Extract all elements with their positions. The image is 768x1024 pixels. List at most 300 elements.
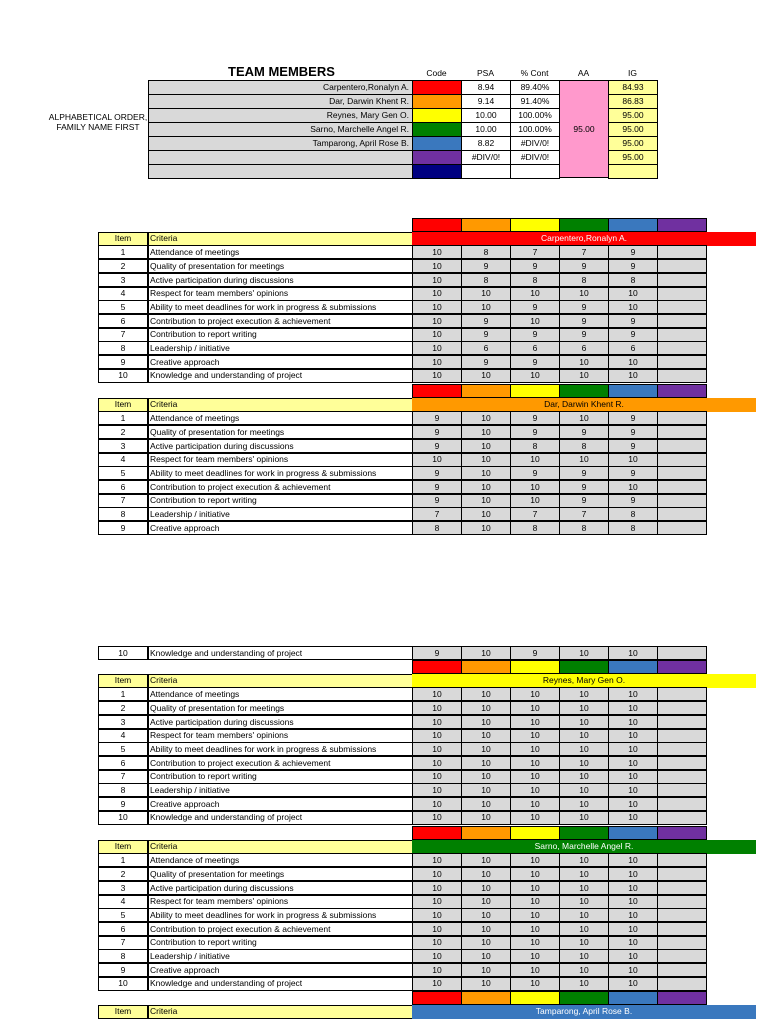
member-ig-cell[interactable]	[608, 164, 658, 179]
score-cell[interactable]	[657, 977, 707, 991]
score-cell[interactable]: 8	[608, 521, 658, 535]
score-cell[interactable]: 10	[461, 507, 511, 521]
score-cell[interactable]: 10	[510, 480, 560, 494]
score-cell[interactable]: 10	[559, 687, 609, 701]
color-key-swatch	[510, 384, 560, 398]
score-cell[interactable]	[657, 895, 707, 909]
score-cell[interactable]: 9	[559, 328, 609, 342]
score-cell[interactable]: 10	[461, 770, 511, 784]
score-cell[interactable]: 10	[461, 949, 511, 963]
member-psa-cell[interactable]: 8.94	[461, 80, 511, 95]
score-cell[interactable]: 9	[412, 494, 462, 508]
score-cell[interactable]: 9	[461, 259, 511, 273]
score-cell[interactable]	[657, 355, 707, 369]
score-cell[interactable]: 10	[510, 369, 560, 383]
score-cell[interactable]: 10	[510, 881, 560, 895]
score-cell[interactable]: 10	[510, 287, 560, 301]
score-cell[interactable]: 8	[559, 439, 609, 453]
member-ig-cell[interactable]: 84.93	[608, 80, 658, 95]
score-cell[interactable]: 8	[608, 507, 658, 521]
score-cell[interactable]: 10	[461, 425, 511, 439]
score-cell[interactable]: 10	[559, 770, 609, 784]
member-cont-cell[interactable]: 100.00%	[510, 122, 560, 137]
score-cell[interactable]: 10	[510, 742, 560, 756]
score-cell[interactable]: 10	[608, 811, 658, 825]
member-name-cell[interactable]: Dar, Darwin Khent R.	[148, 94, 413, 109]
score-cell[interactable]: 10	[559, 908, 609, 922]
criteria-label: Creative approach	[148, 521, 413, 535]
score-cell[interactable]: 10	[559, 783, 609, 797]
member-code-swatch	[412, 164, 462, 179]
score-cell[interactable]: 9	[510, 425, 560, 439]
score-cell[interactable]	[657, 701, 707, 715]
score-cell[interactable]: 10	[608, 908, 658, 922]
score-cell[interactable]: 10	[461, 715, 511, 729]
score-cell[interactable]: 10	[608, 646, 658, 660]
score-cell[interactable]: 10	[559, 756, 609, 770]
score-cell[interactable]: 8	[559, 521, 609, 535]
score-cell[interactable]: 10	[510, 853, 560, 867]
member-psa-cell[interactable]: 10.00	[461, 122, 511, 137]
score-cell[interactable]: 9	[461, 314, 511, 328]
criteria-label: Ability to meet deadlines for work in progress & submissions	[148, 466, 413, 480]
score-cell[interactable]: 10	[510, 715, 560, 729]
score-cell[interactable]: 10	[608, 480, 658, 494]
score-cell[interactable]: 9	[559, 425, 609, 439]
score-cell[interactable]: 6	[608, 341, 658, 355]
score-cell[interactable]: 9	[608, 425, 658, 439]
score-cell[interactable]: 10	[559, 881, 609, 895]
item-number: 2	[98, 425, 148, 439]
score-cell[interactable]: 10	[461, 646, 511, 660]
score-cell[interactable]: 10	[412, 963, 462, 977]
score-cell[interactable]	[657, 411, 707, 425]
score-cell[interactable]: 10	[412, 273, 462, 287]
score-cell[interactable]: 9	[412, 480, 462, 494]
score-cell[interactable]: 10	[412, 783, 462, 797]
score-cell[interactable]: 10	[608, 729, 658, 743]
score-cell[interactable]: 9	[608, 466, 658, 480]
score-cell[interactable]: 10	[559, 453, 609, 467]
member-psa-cell[interactable]: #DIV/0!	[461, 150, 511, 165]
score-cell[interactable]	[657, 480, 707, 494]
score-cell[interactable]	[657, 521, 707, 535]
score-cell[interactable]: 10	[461, 300, 511, 314]
score-cell[interactable]	[657, 922, 707, 936]
color-key-swatch	[657, 384, 707, 398]
score-cell[interactable]: 10	[412, 369, 462, 383]
score-cell[interactable]: 10	[412, 797, 462, 811]
score-cell[interactable]: 7	[559, 507, 609, 521]
score-cell[interactable]: 10	[461, 797, 511, 811]
score-cell[interactable]: 10	[510, 963, 560, 977]
score-cell[interactable]	[657, 936, 707, 950]
score-cell[interactable]	[657, 341, 707, 355]
member-name-cell[interactable]: Sarno, Marchelle Angel R.	[148, 122, 413, 137]
score-cell[interactable]: 10	[461, 453, 511, 467]
score-cell[interactable]: 10	[559, 867, 609, 881]
cont-column-header: % Cont	[520, 68, 549, 78]
score-cell[interactable]: 10	[608, 881, 658, 895]
score-cell[interactable]: 9	[510, 259, 560, 273]
score-cell[interactable]: 10	[510, 494, 560, 508]
score-cell[interactable]: 10	[461, 895, 511, 909]
score-cell[interactable]	[657, 908, 707, 922]
score-cell[interactable]: 10	[461, 729, 511, 743]
score-cell[interactable]: 10	[608, 853, 658, 867]
score-cell[interactable]: 10	[608, 742, 658, 756]
score-cell[interactable]	[657, 259, 707, 273]
score-cell[interactable]: 10	[559, 701, 609, 715]
score-cell[interactable]: 9	[559, 314, 609, 328]
score-cell[interactable]: 10	[559, 411, 609, 425]
score-cell[interactable]	[657, 797, 707, 811]
score-cell[interactable]: 10	[559, 963, 609, 977]
score-cell[interactable]: 10	[412, 245, 462, 259]
score-cell[interactable]: 10	[510, 922, 560, 936]
score-cell[interactable]: 10	[510, 756, 560, 770]
score-cell[interactable]: 10	[412, 922, 462, 936]
item-header: Item	[98, 674, 148, 688]
score-cell[interactable]	[657, 867, 707, 881]
score-cell[interactable]: 10	[510, 908, 560, 922]
score-cell[interactable]	[657, 425, 707, 439]
score-cell[interactable]	[657, 646, 707, 660]
score-cell[interactable]: 10	[559, 936, 609, 950]
member-psa-cell[interactable]	[461, 164, 511, 179]
score-cell[interactable]: 9	[559, 480, 609, 494]
score-cell[interactable]	[657, 715, 707, 729]
score-cell[interactable]	[657, 466, 707, 480]
score-cell[interactable]	[657, 770, 707, 784]
score-cell[interactable]: 10	[412, 300, 462, 314]
score-cell[interactable]: 10	[461, 811, 511, 825]
score-cell[interactable]	[657, 507, 707, 521]
score-cell[interactable]: 10	[510, 867, 560, 881]
score-cell[interactable]: 10	[510, 949, 560, 963]
member-name-cell[interactable]	[148, 150, 413, 165]
score-cell[interactable]: 10	[608, 355, 658, 369]
score-cell[interactable]: 10	[510, 770, 560, 784]
score-cell[interactable]: 10	[559, 922, 609, 936]
score-cell[interactable]: 7	[412, 507, 462, 521]
score-cell[interactable]: 8	[608, 273, 658, 287]
score-cell[interactable]: 10	[559, 853, 609, 867]
score-cell[interactable]: 10	[608, 867, 658, 881]
color-key-swatch	[608, 826, 658, 840]
score-cell[interactable]: 9	[608, 245, 658, 259]
score-cell[interactable]: 9	[608, 259, 658, 273]
score-cell[interactable]: 10	[412, 742, 462, 756]
member-name-cell[interactable]: Carpentero,Ronalyn A.	[148, 80, 413, 95]
score-cell[interactable]: 10	[461, 439, 511, 453]
score-cell[interactable]: 10	[461, 466, 511, 480]
item-number: 5	[98, 466, 148, 480]
item-number: 5	[98, 300, 148, 314]
score-cell[interactable]: 10	[510, 314, 560, 328]
criteria-label: Active participation during discussions	[148, 715, 413, 729]
score-cell[interactable]: 10	[608, 687, 658, 701]
score-cell[interactable]: 10	[608, 977, 658, 991]
score-cell[interactable]: 10	[461, 480, 511, 494]
score-cell[interactable]: 10	[412, 259, 462, 273]
score-cell[interactable]: 9	[461, 355, 511, 369]
score-cell[interactable]: 6	[461, 341, 511, 355]
score-cell[interactable]	[657, 756, 707, 770]
score-cell[interactable]: 10	[461, 701, 511, 715]
member-code-swatch	[412, 122, 462, 137]
score-cell[interactable]	[657, 729, 707, 743]
score-cell[interactable]: 10	[608, 701, 658, 715]
score-cell[interactable]: 10	[461, 881, 511, 895]
score-cell[interactable]: 9	[412, 466, 462, 480]
score-cell[interactable]: 7	[510, 245, 560, 259]
score-cell[interactable]: 10	[559, 715, 609, 729]
score-cell[interactable]: 10	[461, 908, 511, 922]
score-cell[interactable]: 9	[608, 328, 658, 342]
score-cell[interactable]: 10	[412, 936, 462, 950]
score-cell[interactable]	[657, 853, 707, 867]
score-cell[interactable]: 10	[510, 936, 560, 950]
member-ig-cell[interactable]: 86.83	[608, 94, 658, 109]
score-cell[interactable]: 10	[412, 811, 462, 825]
score-cell[interactable]: 8	[559, 273, 609, 287]
score-cell[interactable]: 10	[412, 756, 462, 770]
criteria-label: Quality of presentation for meetings	[148, 425, 413, 439]
member-evaluated-banner: Reynes, Mary Gen O.	[412, 674, 756, 688]
score-cell[interactable]: 9	[510, 411, 560, 425]
criteria-label: Leadership / initiative	[148, 341, 413, 355]
color-key-swatch	[608, 384, 658, 398]
score-cell[interactable]	[657, 811, 707, 825]
score-cell[interactable]: 10	[412, 895, 462, 909]
score-cell[interactable]: 10	[608, 715, 658, 729]
score-cell[interactable]: 10	[559, 811, 609, 825]
score-cell[interactable]: 10	[461, 742, 511, 756]
score-cell[interactable]: 10	[412, 355, 462, 369]
score-cell[interactable]: 10	[461, 922, 511, 936]
score-cell[interactable]: 10	[412, 701, 462, 715]
score-cell[interactable]	[657, 494, 707, 508]
score-cell[interactable]: 10	[510, 895, 560, 909]
score-cell[interactable]: 7	[510, 507, 560, 521]
score-cell[interactable]: 10	[412, 341, 462, 355]
score-cell[interactable]: 9	[510, 646, 560, 660]
score-cell[interactable]: 10	[412, 287, 462, 301]
score-cell[interactable]: 9	[510, 300, 560, 314]
score-cell[interactable]: 9	[412, 425, 462, 439]
score-cell[interactable]: 10	[412, 715, 462, 729]
score-cell[interactable]: 10	[608, 756, 658, 770]
score-cell[interactable]: 10	[559, 977, 609, 991]
score-cell[interactable]: 10	[461, 411, 511, 425]
score-cell[interactable]: 10	[510, 687, 560, 701]
member-name-cell[interactable]: Tamparong, April Rose B.	[148, 136, 413, 151]
score-cell[interactable]: 10	[608, 783, 658, 797]
score-cell[interactable]: 8	[412, 521, 462, 535]
score-cell[interactable]: 9	[559, 494, 609, 508]
score-cell[interactable]	[657, 742, 707, 756]
score-cell[interactable]: 9	[412, 411, 462, 425]
score-cell[interactable]	[657, 453, 707, 467]
score-cell[interactable]	[657, 949, 707, 963]
color-key-swatch	[412, 660, 462, 674]
score-cell[interactable]: 10	[510, 797, 560, 811]
score-cell[interactable]: 10	[461, 521, 511, 535]
score-cell[interactable]	[657, 273, 707, 287]
member-name-cell[interactable]	[148, 164, 413, 179]
score-cell[interactable]	[657, 300, 707, 314]
member-name-cell[interactable]: Reynes, Mary Gen O.	[148, 108, 413, 123]
member-cont-cell[interactable]: 91.40%	[510, 94, 560, 109]
score-cell[interactable]: 6	[510, 341, 560, 355]
score-cell[interactable]: 10	[412, 908, 462, 922]
score-cell[interactable]: 10	[608, 949, 658, 963]
score-cell[interactable]	[657, 687, 707, 701]
color-key-swatch	[510, 826, 560, 840]
score-cell[interactable]: 9	[608, 411, 658, 425]
score-cell[interactable]: 7	[559, 245, 609, 259]
score-cell[interactable]	[657, 287, 707, 301]
member-cont-cell[interactable]: #DIV/0!	[510, 136, 560, 151]
score-cell[interactable]: 10	[461, 369, 511, 383]
score-cell[interactable]: 10	[412, 977, 462, 991]
score-cell[interactable]: 10	[412, 729, 462, 743]
score-cell[interactable]: 10	[608, 963, 658, 977]
score-cell[interactable]: 10	[461, 287, 511, 301]
score-cell[interactable]	[657, 783, 707, 797]
score-cell[interactable]: 10	[608, 300, 658, 314]
score-cell[interactable]	[657, 439, 707, 453]
criteria-label: Contribution to report writing	[148, 328, 413, 342]
score-cell[interactable]: 10	[461, 783, 511, 797]
score-cell[interactable]	[657, 369, 707, 383]
score-cell[interactable]: 10	[559, 895, 609, 909]
score-cell[interactable]: 8	[461, 273, 511, 287]
member-ig-cell[interactable]: 95.00	[608, 108, 658, 123]
color-key-swatch	[559, 384, 609, 398]
score-cell[interactable]: 10	[608, 369, 658, 383]
score-cell[interactable]: 9	[510, 466, 560, 480]
score-cell[interactable]: 10	[461, 963, 511, 977]
code-column-header: Code	[426, 68, 447, 78]
score-cell[interactable]: 10	[461, 853, 511, 867]
score-cell[interactable]: 10	[510, 811, 560, 825]
score-cell[interactable]: 10	[412, 314, 462, 328]
score-cell[interactable]: 9	[608, 494, 658, 508]
member-cont-cell[interactable]: 100.00%	[510, 108, 560, 123]
score-cell[interactable]: 9	[412, 646, 462, 660]
item-number: 9	[98, 521, 148, 535]
member-cont-cell[interactable]	[510, 164, 560, 179]
score-cell[interactable]: 10	[461, 494, 511, 508]
score-cell[interactable]: 10	[412, 687, 462, 701]
score-cell[interactable]: 10	[510, 729, 560, 743]
score-cell[interactable]	[657, 963, 707, 977]
score-cell[interactable]: 10	[461, 756, 511, 770]
score-cell[interactable]: 10	[608, 453, 658, 467]
score-cell[interactable]: 10	[461, 936, 511, 950]
score-cell[interactable]: 8	[510, 439, 560, 453]
member-ig-cell[interactable]: 95.00	[608, 150, 658, 165]
score-cell[interactable]: 10	[412, 867, 462, 881]
member-psa-cell[interactable]: 10.00	[461, 108, 511, 123]
score-cell[interactable]: 10	[412, 853, 462, 867]
score-cell[interactable]: 10	[461, 687, 511, 701]
member-ig-cell[interactable]: 95.00	[608, 136, 658, 151]
score-cell[interactable]: 10	[461, 867, 511, 881]
criteria-label: Respect for team members' opinions	[148, 729, 413, 743]
score-cell[interactable]: 8	[510, 521, 560, 535]
score-cell[interactable]	[657, 245, 707, 259]
score-cell[interactable]: 10	[608, 922, 658, 936]
score-cell[interactable]: 9	[461, 328, 511, 342]
score-cell[interactable]: 10	[559, 355, 609, 369]
score-cell[interactable]	[657, 328, 707, 342]
score-cell[interactable]: 10	[510, 701, 560, 715]
score-cell[interactable]: 9	[510, 355, 560, 369]
score-cell[interactable]: 10	[559, 797, 609, 811]
score-cell[interactable]: 9	[412, 439, 462, 453]
score-cell[interactable]: 9	[559, 300, 609, 314]
score-cell[interactable]: 10	[510, 977, 560, 991]
score-cell[interactable]: 10	[559, 729, 609, 743]
score-cell[interactable]: 10	[559, 646, 609, 660]
score-cell[interactable]: 10	[412, 949, 462, 963]
score-cell[interactable]: 10	[412, 328, 462, 342]
item-number: 9	[98, 963, 148, 977]
score-cell[interactable]: 10	[412, 770, 462, 784]
color-key-swatch	[559, 826, 609, 840]
member-psa-cell[interactable]: 9.14	[461, 94, 511, 109]
score-cell[interactable]: 9	[608, 314, 658, 328]
item-number: 3	[98, 439, 148, 453]
score-cell[interactable]: 10	[559, 742, 609, 756]
score-cell[interactable]: 10	[461, 977, 511, 991]
score-cell[interactable]: 9	[608, 439, 658, 453]
score-cell[interactable]: 6	[559, 341, 609, 355]
score-cell[interactable]: 9	[510, 328, 560, 342]
member-code-swatch	[412, 150, 462, 165]
score-cell[interactable]: 10	[559, 949, 609, 963]
member-ig-cell[interactable]: 95.00	[608, 122, 658, 137]
member-cont-cell[interactable]: 89.40%	[510, 80, 560, 95]
aa-score-cell[interactable]: 95.00	[559, 80, 609, 178]
score-cell[interactable]: 9	[559, 466, 609, 480]
color-key-swatch	[608, 218, 658, 232]
score-cell[interactable]: 10	[608, 287, 658, 301]
score-cell[interactable]: 10	[559, 287, 609, 301]
score-cell[interactable]: 8	[510, 273, 560, 287]
score-cell[interactable]: 8	[461, 245, 511, 259]
score-cell[interactable]: 10	[608, 895, 658, 909]
color-key-swatch	[412, 826, 462, 840]
score-cell[interactable]: 9	[559, 259, 609, 273]
score-cell[interactable]: 10	[412, 453, 462, 467]
score-cell[interactable]: 10	[608, 770, 658, 784]
score-cell[interactable]	[657, 881, 707, 895]
member-psa-cell[interactable]: 8.82	[461, 136, 511, 151]
score-cell[interactable]: 10	[608, 936, 658, 950]
score-cell[interactable]: 10	[559, 369, 609, 383]
score-cell[interactable]: 10	[412, 881, 462, 895]
criteria-label: Contribution to project execution & achievement	[148, 922, 413, 936]
member-cont-cell[interactable]: #DIV/0!	[510, 150, 560, 165]
score-cell[interactable]: 10	[608, 797, 658, 811]
score-cell[interactable]: 10	[510, 783, 560, 797]
score-cell[interactable]: 10	[510, 453, 560, 467]
score-cell[interactable]	[657, 314, 707, 328]
